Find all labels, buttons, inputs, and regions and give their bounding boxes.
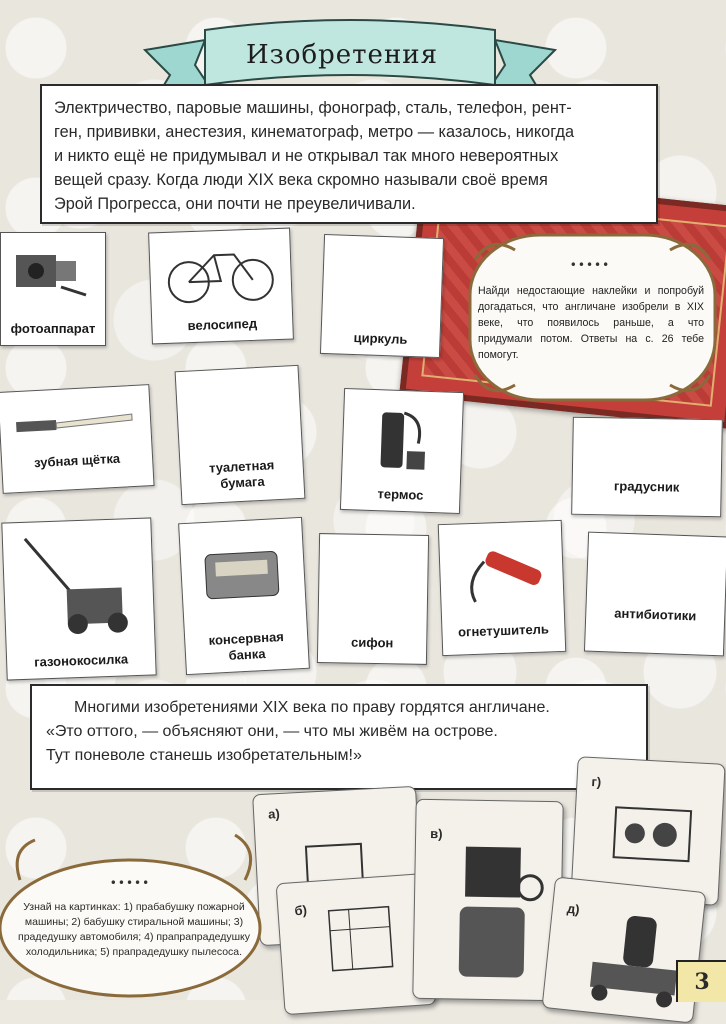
sticker-card-thermos [340,388,464,514]
sticker-card-can [178,517,310,675]
tin-can-icon [198,543,287,607]
sticker-card-compass [320,234,444,358]
vintage-label: г) [591,773,602,790]
quote-line: Многими изобретениями XIX века по праву гордятся англичане. [74,699,550,716]
quote-line: Тут поневоле станешь изобретательным!» [46,747,362,764]
refrigeration-machine-icon [603,787,708,882]
sticker-card-camera [0,232,106,346]
sticker-card-toothbrush [0,384,155,494]
task-dots: ••••• [109,876,151,890]
intro-line: ген, прививки, анестезия, кинематограф, метро — казалось, никогда [54,123,574,141]
card-label: велосипед [187,315,258,334]
lawnmower-icon [15,527,139,641]
page-number: 3 [676,960,726,1002]
vintage-label: а) [267,805,281,822]
card-label: газонокосилка [33,651,129,670]
vintage-label: д) [566,900,581,918]
sticker-card-toilet-paper [175,365,306,505]
sticker-card-antibiotics [584,532,726,657]
camera-icon [11,245,91,300]
intro-line: Эрой Прогресса, они почти не преувеличивали. [54,195,416,213]
intro-line: Электричество, паровые машины, фонограф, сталь, телефон, рент- [54,99,572,117]
vintage-card-v [412,799,563,1002]
intro-text-box [40,84,658,224]
page-title: Изобретения [245,40,439,70]
washing-machine-icon [443,836,546,988]
card-label: циркуль [353,330,408,347]
thermos-icon [372,402,434,474]
bicycle-icon [163,239,277,307]
card-label: термос [377,486,424,503]
card-label: зубная щётка [33,450,121,471]
card-label: антибиотики [614,605,697,624]
toothbrush-icon [12,406,138,443]
sticker-card-lawnmower [1,517,156,680]
card-label: градусник [613,478,680,495]
card-label: туалетная бумага [208,457,275,492]
fire-extinguisher-icon [453,537,549,610]
vintage-label: б) [294,902,308,919]
hint-text: Найди недостающие наклейки и попробуй догадаться, что англичане изобрели в XIX веке, что появилось раньше, а что придумали потом. Ответы на с. 26 тебе помогут. [478,285,704,361]
task-text: Узнай на картинках: 1) прабабушку пожарной машины; 2) бабушку стиральной машины; 3) прадедушку автомобиля; 4) прапрапрадедушку холодильника; 5) прапрадедушку пылесоса. [18,901,250,958]
sticker-card-siphon [317,533,429,665]
sticker-card-bicycle [148,228,294,345]
card-label: огнетушитель [457,621,550,640]
hint-dots: ••••• [569,258,611,272]
card-label: сифон [351,634,394,651]
quote-line: «Это оттого, — объясняют они, — что мы живём на острове. [46,723,498,740]
card-label: консервная банка [208,628,285,663]
intro-line: вещей сразу. Когда люди XIX века скромно называли своё время [54,171,548,189]
vintage-label: в) [430,825,443,842]
sticker-card-extinguisher [438,520,567,656]
card-label: фотоаппарат [10,321,96,336]
car-frame-icon [318,895,414,991]
sticker-card-thermometer [571,417,723,518]
intro-line: и никто ещё не придумывал и не открывал так много невероятных [54,147,559,165]
quote-box [30,684,648,790]
